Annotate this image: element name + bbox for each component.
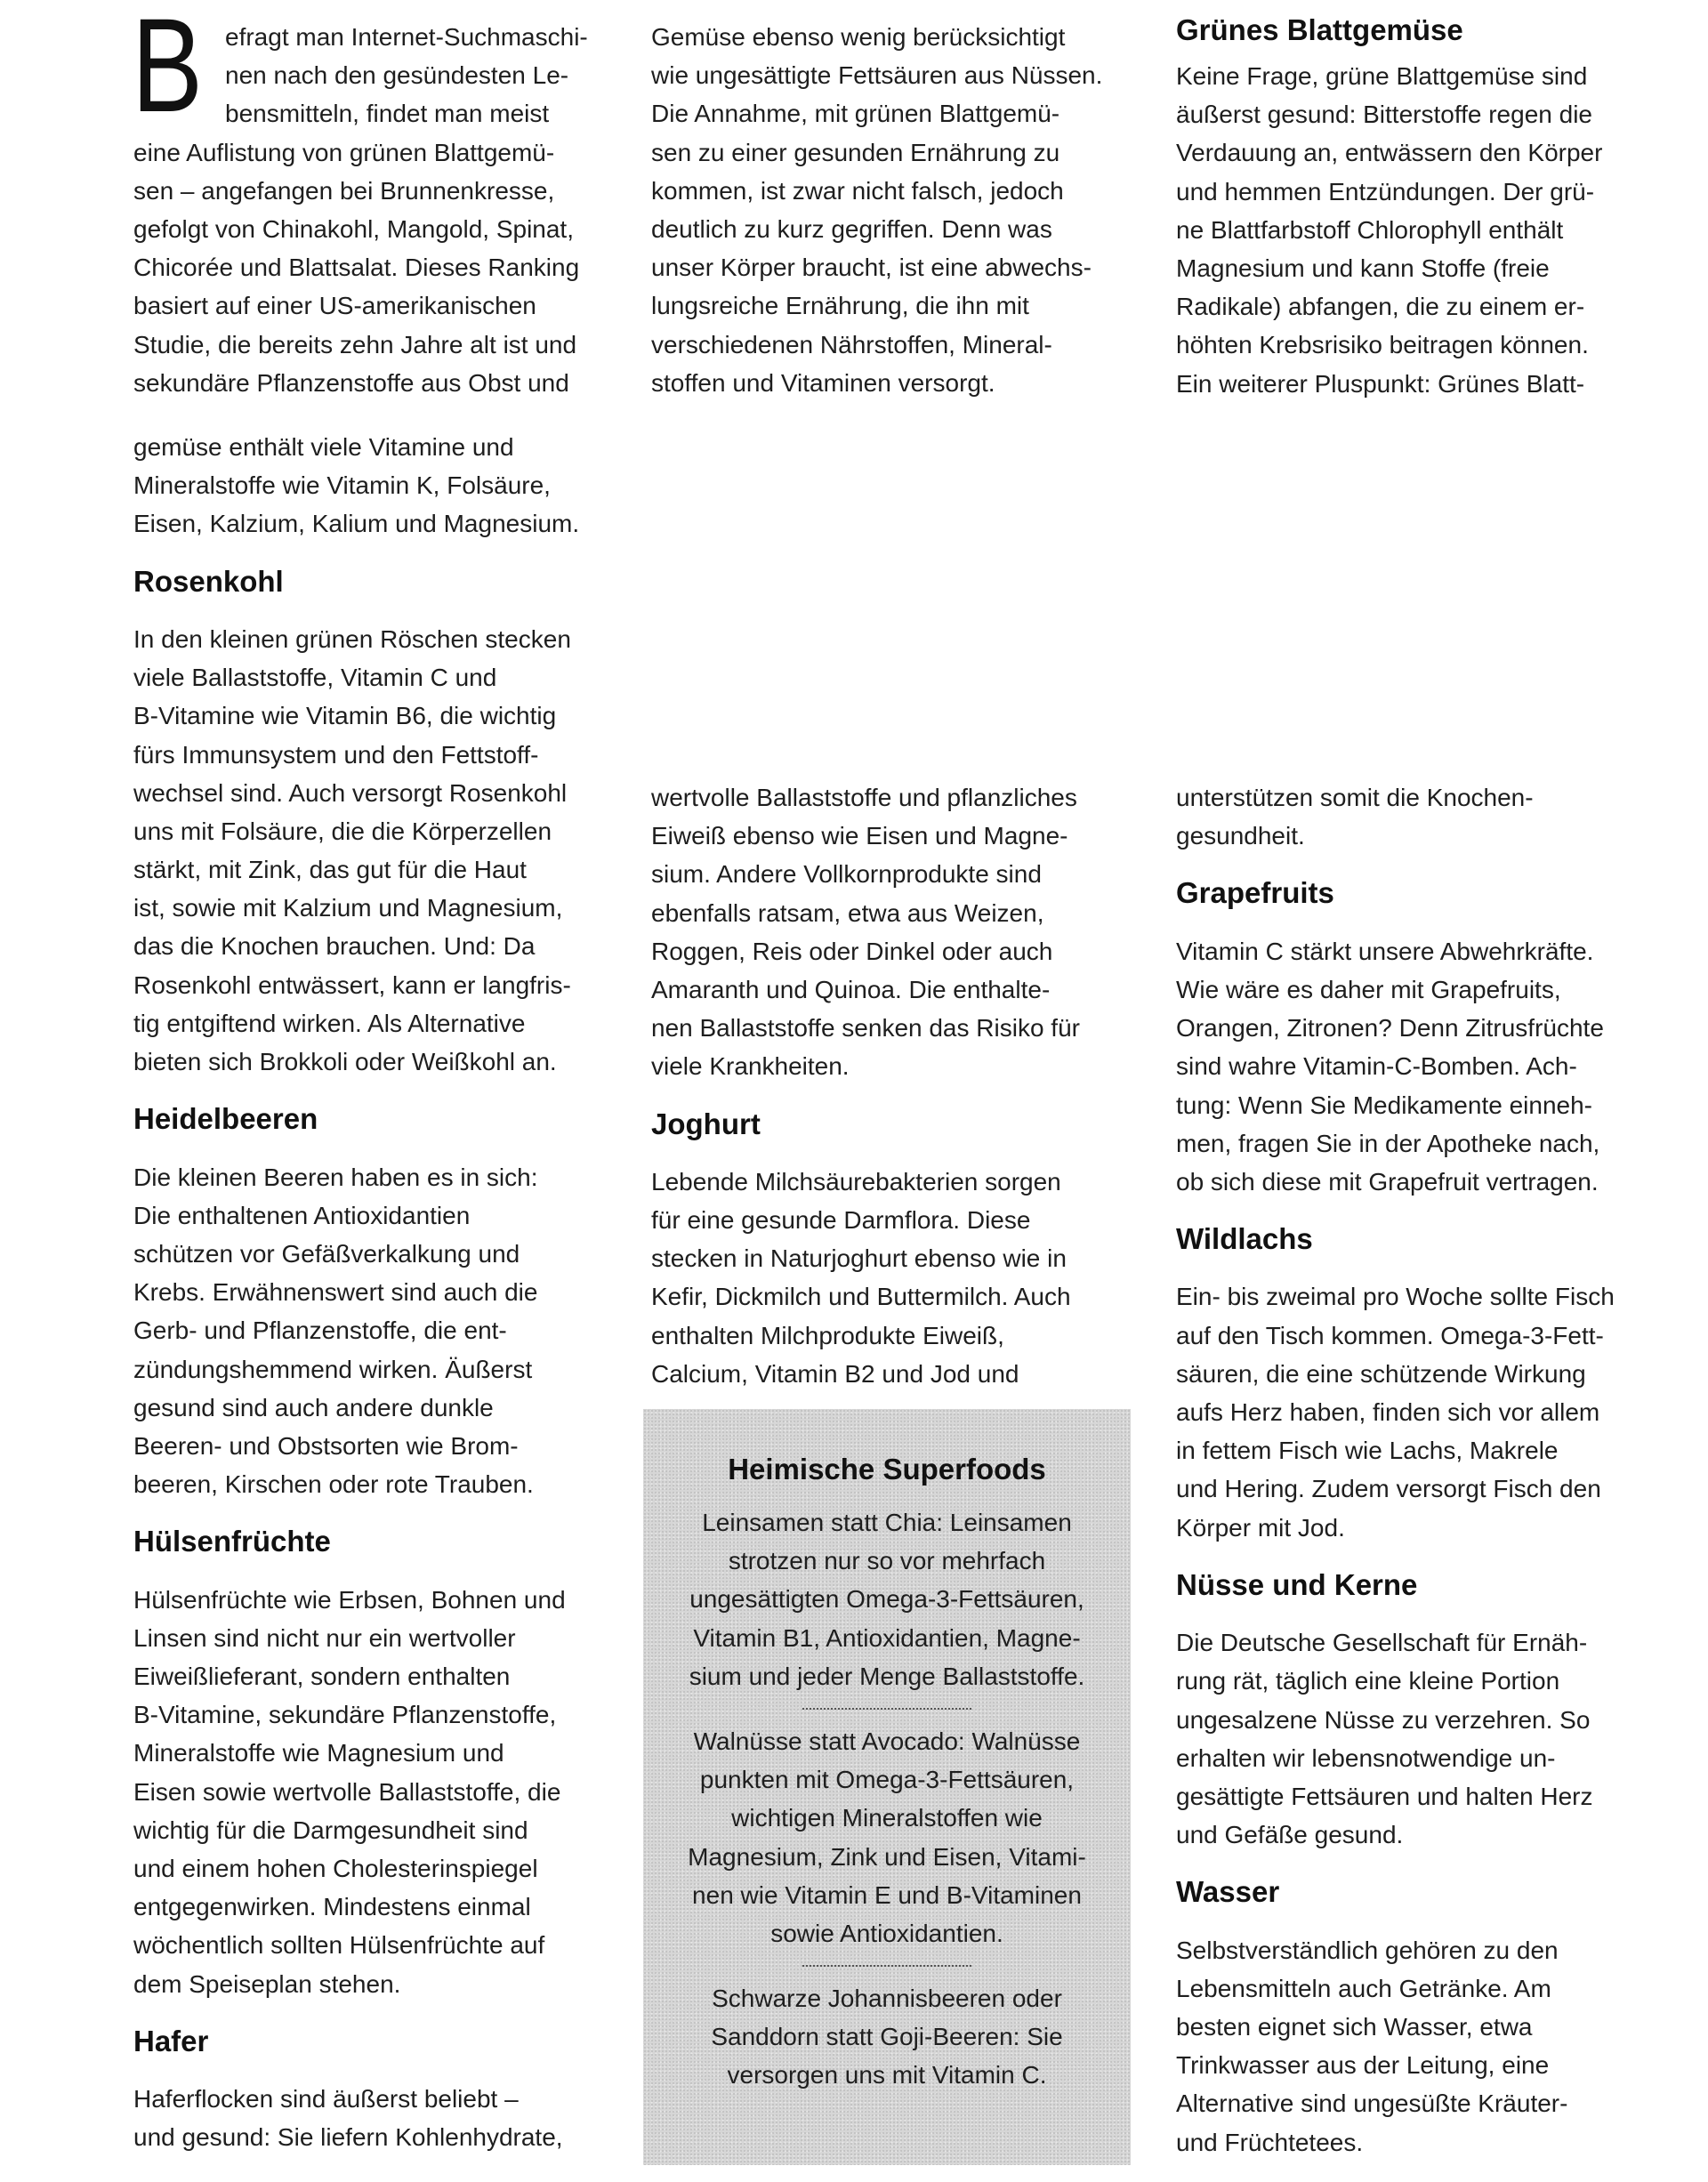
text-line: und gesund: Sie liefern Kohlenhydrate, xyxy=(133,2123,563,2152)
dotted-divider xyxy=(802,1708,971,1710)
text-line: stärkt, mit Zink, das gut für die Haut xyxy=(133,856,527,884)
text-line: sen – angefangen bei Brunnenkresse, xyxy=(133,176,555,205)
text-line: aufs Herz haben, finden sich vor allem xyxy=(1176,1398,1600,1427)
text-line: ne Blattfarbstoff Chlorophyll enthält xyxy=(1176,215,1564,244)
text-line: sium und jeder Menge Ballaststoffe. xyxy=(689,1662,1085,1690)
text-line: Beeren- und Obstsorten wie Brom- xyxy=(133,1431,519,1460)
text-line: Lebensmitteln auch Getränke. Am xyxy=(1176,1974,1551,2002)
text-line: in fettem Fisch wie Lachs, Makrele xyxy=(1176,1437,1559,1465)
section-heading: Nüsse und Kerne xyxy=(1176,1567,1418,1601)
text-line: Die Deutsche Gesellschaft für Ernäh- xyxy=(1176,1629,1588,1657)
text-line: wöchentlich sollten Hülsenfrüchte auf xyxy=(133,1931,545,1960)
text-line: gesättigte Fettsäuren und halten Herz xyxy=(1176,1782,1593,1810)
infobox-title: Heimische Superfoods xyxy=(728,1453,1046,1486)
paragraph xyxy=(1176,1931,1683,2162)
text-line: B-Vitamine wie Vitamin B6, die wichtig xyxy=(133,702,557,730)
text-line: für eine gesunde Darmflora. Diese xyxy=(651,1206,1031,1235)
paragraph xyxy=(651,1163,1158,1393)
text-line: schützen vor Gefäßverkalkung und xyxy=(133,1239,520,1268)
text-line: fürs Immunsystem und den Fettstoff- xyxy=(133,740,539,769)
text-line: versorgen uns mit Vitamin C. xyxy=(727,2061,1047,2089)
text-line: rung rät, täglich eine kleine Portion xyxy=(1176,1667,1560,1695)
text-line: Walnüsse statt Avocado: Walnüsse xyxy=(693,1727,1081,1755)
text-line: Mineralstoffe wie Magnesium und xyxy=(133,1739,504,1767)
text-line: stecken in Naturjoghurt ebenso wie in xyxy=(651,1244,1067,1273)
section-heading: Grünes Blattgemüse xyxy=(1176,13,1463,46)
text-line: stoffen und Vitaminen versorgt. xyxy=(651,368,995,397)
text-line: unser Körper braucht, ist eine abwechs- xyxy=(651,254,1092,282)
text-line: ob sich diese mit Grapefruit vertragen. xyxy=(1176,1167,1599,1196)
text-line: kommen, ist zwar nicht falsch, jedoch xyxy=(651,176,1064,205)
text-line: Leinsamen statt Chia: Leinsamen xyxy=(702,1509,1072,1536)
text-line: sekundäre Pflanzenstoffe aus Obst und xyxy=(133,368,569,397)
text-line: Gerb- und Pflanzenstoffe, die ent- xyxy=(133,1316,507,1345)
text-line: und Gefäße gesund. xyxy=(1176,1821,1404,1849)
text-line: Amaranth und Quinoa. Die enthalte- xyxy=(651,975,1051,1003)
text-line: wichtigen Mineralstoffen wie xyxy=(731,1804,1043,1832)
text-line: Schwarze Johannisbeeren oder xyxy=(712,1985,1062,2013)
text-line: unterstützen somit die Knochen- xyxy=(1176,784,1534,811)
text-line: ungesalzene Nüsse zu verzehren. So xyxy=(1176,1705,1591,1734)
text-line: strotzen nur so vor mehrfach xyxy=(728,1547,1046,1575)
column-2-intro xyxy=(651,18,1158,402)
text-line: bieten sich Brokkoli oder Weißkohl an. xyxy=(133,1048,557,1076)
text-line: besten eignet sich Wasser, etwa xyxy=(1176,2013,1533,2041)
superfoods-infobox xyxy=(643,1409,1131,2165)
paragraph xyxy=(1176,1277,1683,1546)
text-line: Die kleinen Beeren haben es in sich: xyxy=(133,1163,538,1191)
section-heading: Rosenkohl xyxy=(133,564,284,598)
text-line: Krebs. Erwähnenswert sind auch die xyxy=(133,1278,538,1307)
section-heading: Joghurt xyxy=(651,1107,761,1140)
column-1-body xyxy=(133,428,640,2157)
text-line: sowie Antioxidantien. xyxy=(770,1919,1003,1947)
text-line: Rosenkohl entwässert, kann er langfris- xyxy=(133,970,571,999)
text-line: Verdauung an, entwässern den Körper xyxy=(1176,139,1603,167)
text-line: wichtig für die Darmgesundheit sind xyxy=(133,1816,528,1844)
text-line: Ein weiterer Pluspunkt: Grünes Blatt- xyxy=(1176,369,1585,398)
text-line: Die Annahme, mit grünen Blattgemü- xyxy=(651,100,1060,128)
paragraph xyxy=(133,428,640,543)
text-line: Radikale) abfangen, die zu einem er- xyxy=(1176,293,1585,321)
text-line: Haferflocken sind äußerst beliebt – xyxy=(133,2085,519,2114)
infobox-item xyxy=(643,1979,1131,2095)
text-line: Körper mit Jod. xyxy=(1176,1513,1345,1542)
text-line: gefolgt von Chinakohl, Mangold, Spinat, xyxy=(133,214,574,243)
text-line: Magnesium, Zink und Eisen, Vitami- xyxy=(688,1842,1086,1871)
section-heading: Grapefruits xyxy=(1176,876,1334,910)
text-line: gemüse enthält viele Vitamine und xyxy=(133,433,514,461)
text-line: zündungshemmend wirken. Äußerst xyxy=(133,1355,533,1383)
text-line: Ein- bis zweimal pro Woche sollte Fisch xyxy=(1176,1283,1615,1311)
section-heading: Hülsenfrüchte xyxy=(133,1525,331,1558)
text-line: und hemmen Entzündungen. Der grü- xyxy=(1176,177,1595,205)
text-line: äußerst gesund: Bitterstoffe regen die xyxy=(1176,101,1592,129)
paragraph xyxy=(133,18,640,402)
paragraph xyxy=(133,1581,640,2003)
text-line: Lebende Milchsäurebakterien sorgen xyxy=(651,1167,1061,1196)
paragraph xyxy=(651,18,1158,402)
text-line: entgegenwirken. Mindestens einmal xyxy=(133,1893,531,1921)
text-line: punkten mit Omega-3-Fettsäuren, xyxy=(699,1766,1075,1794)
text-line: und einem hohen Cholesterinspiegel xyxy=(133,1854,538,1882)
text-line: nen wie Vitamin E und B-Vitaminen xyxy=(692,1880,1082,1909)
text-line: efragt man Internet-Suchmaschi- xyxy=(225,23,588,51)
text-line: Linsen sind nicht nur ein wertvoller xyxy=(133,1623,516,1652)
text-line: sind wahre Vitamin-C-Bomben. Ach- xyxy=(1176,1052,1577,1081)
paragraph xyxy=(133,2080,640,2156)
text-line: Studie, die bereits zehn Jahre alt ist und xyxy=(133,330,577,358)
text-line: wechsel sind. Auch versorgt Rosenkohl xyxy=(133,778,568,807)
paragraph xyxy=(133,620,640,1081)
text-line: Die enthaltenen Antioxidantien xyxy=(133,1201,471,1229)
paragraph xyxy=(133,1158,640,1504)
text-line: Eisen sowie wertvolle Ballaststoffe, die xyxy=(133,1777,561,1806)
text-line: Alternative sind ungesüßte Kräuter- xyxy=(1176,2089,1568,2118)
text-line: verschiedenen Nährstoffen, Mineral- xyxy=(651,330,1052,358)
text-line: Vitamin C stärkt unsere Abwehrkräfte. xyxy=(1176,937,1594,965)
text-line: sium. Andere Vollkornprodukte sind xyxy=(651,860,1042,889)
text-line: Selbstverständlich gehören zu den xyxy=(1176,1936,1559,1964)
text-line: gesundheit. xyxy=(1176,822,1305,850)
text-line: Vitamin B1, Antioxidantien, Magne- xyxy=(693,1623,1081,1652)
section-heading: Wildlachs xyxy=(1176,1222,1313,1256)
text-line: Calcium, Vitamin B2 und Jod und xyxy=(651,1359,1019,1388)
text-line: men, fragen Sie in der Apotheke nach, xyxy=(1176,1129,1600,1157)
text-line: Eiweißlieferant, sondern enthalten xyxy=(133,1663,511,1691)
text-line: Trinkwasser aus der Leitung, eine xyxy=(1176,2051,1550,2080)
text-line: auf den Tisch kommen. Omega-3-Fett- xyxy=(1176,1321,1604,1349)
text-line: das die Knochen brauchen. Und: Da xyxy=(133,932,536,961)
text-line: tig entgiftend wirken. Als Alternative xyxy=(133,1009,526,1037)
column-3-body xyxy=(1176,778,1683,2162)
text-line: höhten Krebsrisiko beitragen können. xyxy=(1176,331,1589,359)
text-line: Chicorée und Blattsalat. Dieses Ranking xyxy=(133,254,580,282)
section-heading: Wasser xyxy=(1176,1875,1280,1909)
paragraph xyxy=(651,778,1158,1086)
text-line: Kefir, Dickmilch und Buttermilch. Auch xyxy=(651,1283,1071,1311)
drop-cap: B xyxy=(132,0,204,140)
text-line: nen nach den gesündesten Le- xyxy=(225,61,569,90)
text-line: lungsreiche Ernährung, die ihn mit xyxy=(651,292,1029,320)
text-line: Eiweiß ebenso wie Eisen und Magne- xyxy=(651,822,1068,850)
text-line: Roggen, Reis oder Dinkel oder auch xyxy=(651,937,1053,965)
section-heading: Heidelbeeren xyxy=(133,1102,318,1136)
text-line: tung: Wenn Sie Medikamente einneh- xyxy=(1176,1091,1592,1119)
text-line: beeren, Kirschen oder rote Trauben. xyxy=(133,1470,534,1499)
text-line: gesund sind auch andere dunkle xyxy=(133,1393,494,1421)
text-line: säuren, die eine schützende Wirkung xyxy=(1176,1359,1586,1388)
column-1-intro xyxy=(133,18,640,402)
text-line: ebenfalls ratsam, etwa aus Weizen, xyxy=(651,898,1044,927)
text-line: dem Speiseplan stehen. xyxy=(133,1969,401,1998)
text-line: viele Ballaststoffe, Vitamin C und xyxy=(133,664,497,692)
infobox-item xyxy=(643,1722,1131,1953)
section-heading: Hafer xyxy=(133,2024,209,2057)
text-line: deutlich zu kurz gegriffen. Denn was xyxy=(651,214,1052,243)
text-line: bensmitteln, findet man meist xyxy=(225,100,550,128)
text-line: Mineralstoffe wie Vitamin K, Folsäure, xyxy=(133,471,551,500)
column-3-intro xyxy=(1176,4,1683,403)
text-line: In den kleinen grünen Röschen stecken xyxy=(133,624,571,653)
text-line: Keine Frage, grüne Blattgemüse sind xyxy=(1176,62,1588,90)
infobox-item xyxy=(643,1503,1131,1695)
text-line: eine Auflistung von grünen Blattgemü- xyxy=(133,138,555,166)
text-line: und Früchtetees. xyxy=(1176,2128,1364,2156)
text-line: sen zu einer gesunden Ernährung zu xyxy=(651,138,1060,166)
text-line: Sanddorn statt Goji-Beeren: Sie xyxy=(711,2023,1063,2051)
text-line: B-Vitamine, sekundäre Pflanzenstoffe, xyxy=(133,1701,557,1729)
text-line: Magnesium und kann Stoffe (freie xyxy=(1176,254,1550,282)
paragraph xyxy=(1176,932,1683,1201)
text-line: und Hering. Zudem versorgt Fisch den xyxy=(1176,1475,1601,1503)
text-line: erhalten wir lebensnotwendige un- xyxy=(1176,1743,1556,1772)
paragraph xyxy=(1176,1623,1683,1854)
text-line: Gemüse ebenso wenig berücksichtigt xyxy=(651,23,1066,51)
text-line: ist, sowie mit Kalzium und Magnesium, xyxy=(133,894,563,922)
text-line: Eisen, Kalzium, Kalium und Magnesium. xyxy=(133,510,580,538)
text-line: Hülsenfrüchte wie Erbsen, Bohnen und xyxy=(133,1585,566,1614)
paragraph xyxy=(1176,57,1683,403)
text-line: basiert auf einer US-amerikanischen xyxy=(133,292,536,320)
text-line: ungesättigten Omega-3-Fettsäuren, xyxy=(689,1585,1084,1614)
column-2-body xyxy=(651,778,1158,1393)
text-line: wie ungesättigte Fettsäuren aus Nüssen. xyxy=(651,61,1103,90)
text-line: Wie wäre es daher mit Grapefruits, xyxy=(1176,975,1561,1003)
text-line: wertvolle Ballaststoffe und pflanzliches xyxy=(651,784,1077,811)
text-line: Orangen, Zitronen? Denn Zitrusfrüchte xyxy=(1176,1014,1604,1043)
text-line: enthalten Milchprodukte Eiweiß, xyxy=(651,1321,1004,1349)
text-line: nen Ballaststoffe senken das Risiko für xyxy=(651,1014,1080,1043)
paragraph xyxy=(1176,778,1683,855)
text-line: uns mit Folsäure, die die Körperzellen xyxy=(133,817,552,845)
text-line: viele Krankheiten. xyxy=(651,1052,850,1081)
dotted-divider xyxy=(802,1965,971,1967)
